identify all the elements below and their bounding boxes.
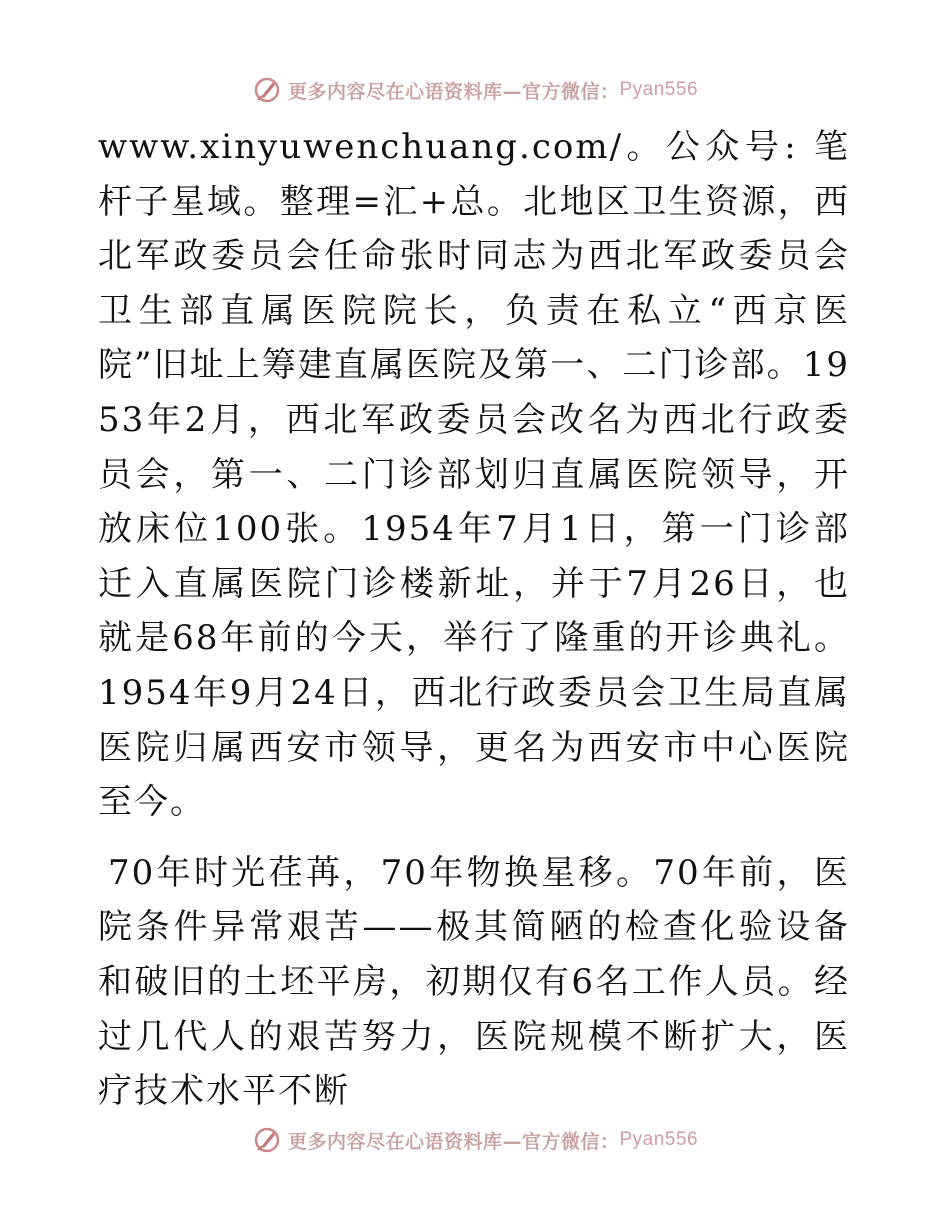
quill-logo-icon xyxy=(252,1125,282,1155)
banner-wechat-id: Pyan556 xyxy=(619,1129,699,1150)
document-body xyxy=(98,120,850,1119)
banner-text: 更多内容尽在心语资料库—官方微信： xyxy=(287,1130,620,1153)
header-watermark-banner xyxy=(0,70,950,110)
paragraph: 70年时光荏苒，70年物换星移。70年前，医院条件异常艰苦——极其简陋的检查化验设备和破旧的土坯平房，初期仅有6名工作人员。经过几代人的艰苦努力，医院规模不断扩大，医疗技术水平不断 xyxy=(98,852,850,1112)
banner-text: 更多内容尽在心语资料库—官方微信： xyxy=(287,80,620,103)
paragraph: www.xinyuwenchuang.com/。公众号: 笔杆子星域。整理=汇+总。北地区卫生资源，西北军政委员会任命张时同志为西北军政委员会卫生部直属医院院长，负责在私立“西京医院”旧址上筹建直属医院及第一、二门诊部。1953年2月，西北军政委员会改名为西北行政委员会，第一、二门诊部划归直属医院领导，开放床位100张。1954年7月1日，第一门诊部迁入直属医院门诊楼新址，并于7月26日，也就是68年前的今天，举行了隆重的开诊典礼。1954年9月24日，西北行政委员会卫生局直属医院归属西安市领导，更名为西安市中心医院至今。 xyxy=(98,127,850,823)
banner-wechat-id: Pyan556 xyxy=(619,79,699,100)
quill-logo-icon xyxy=(252,75,282,105)
footer-watermark-banner xyxy=(0,1120,950,1160)
